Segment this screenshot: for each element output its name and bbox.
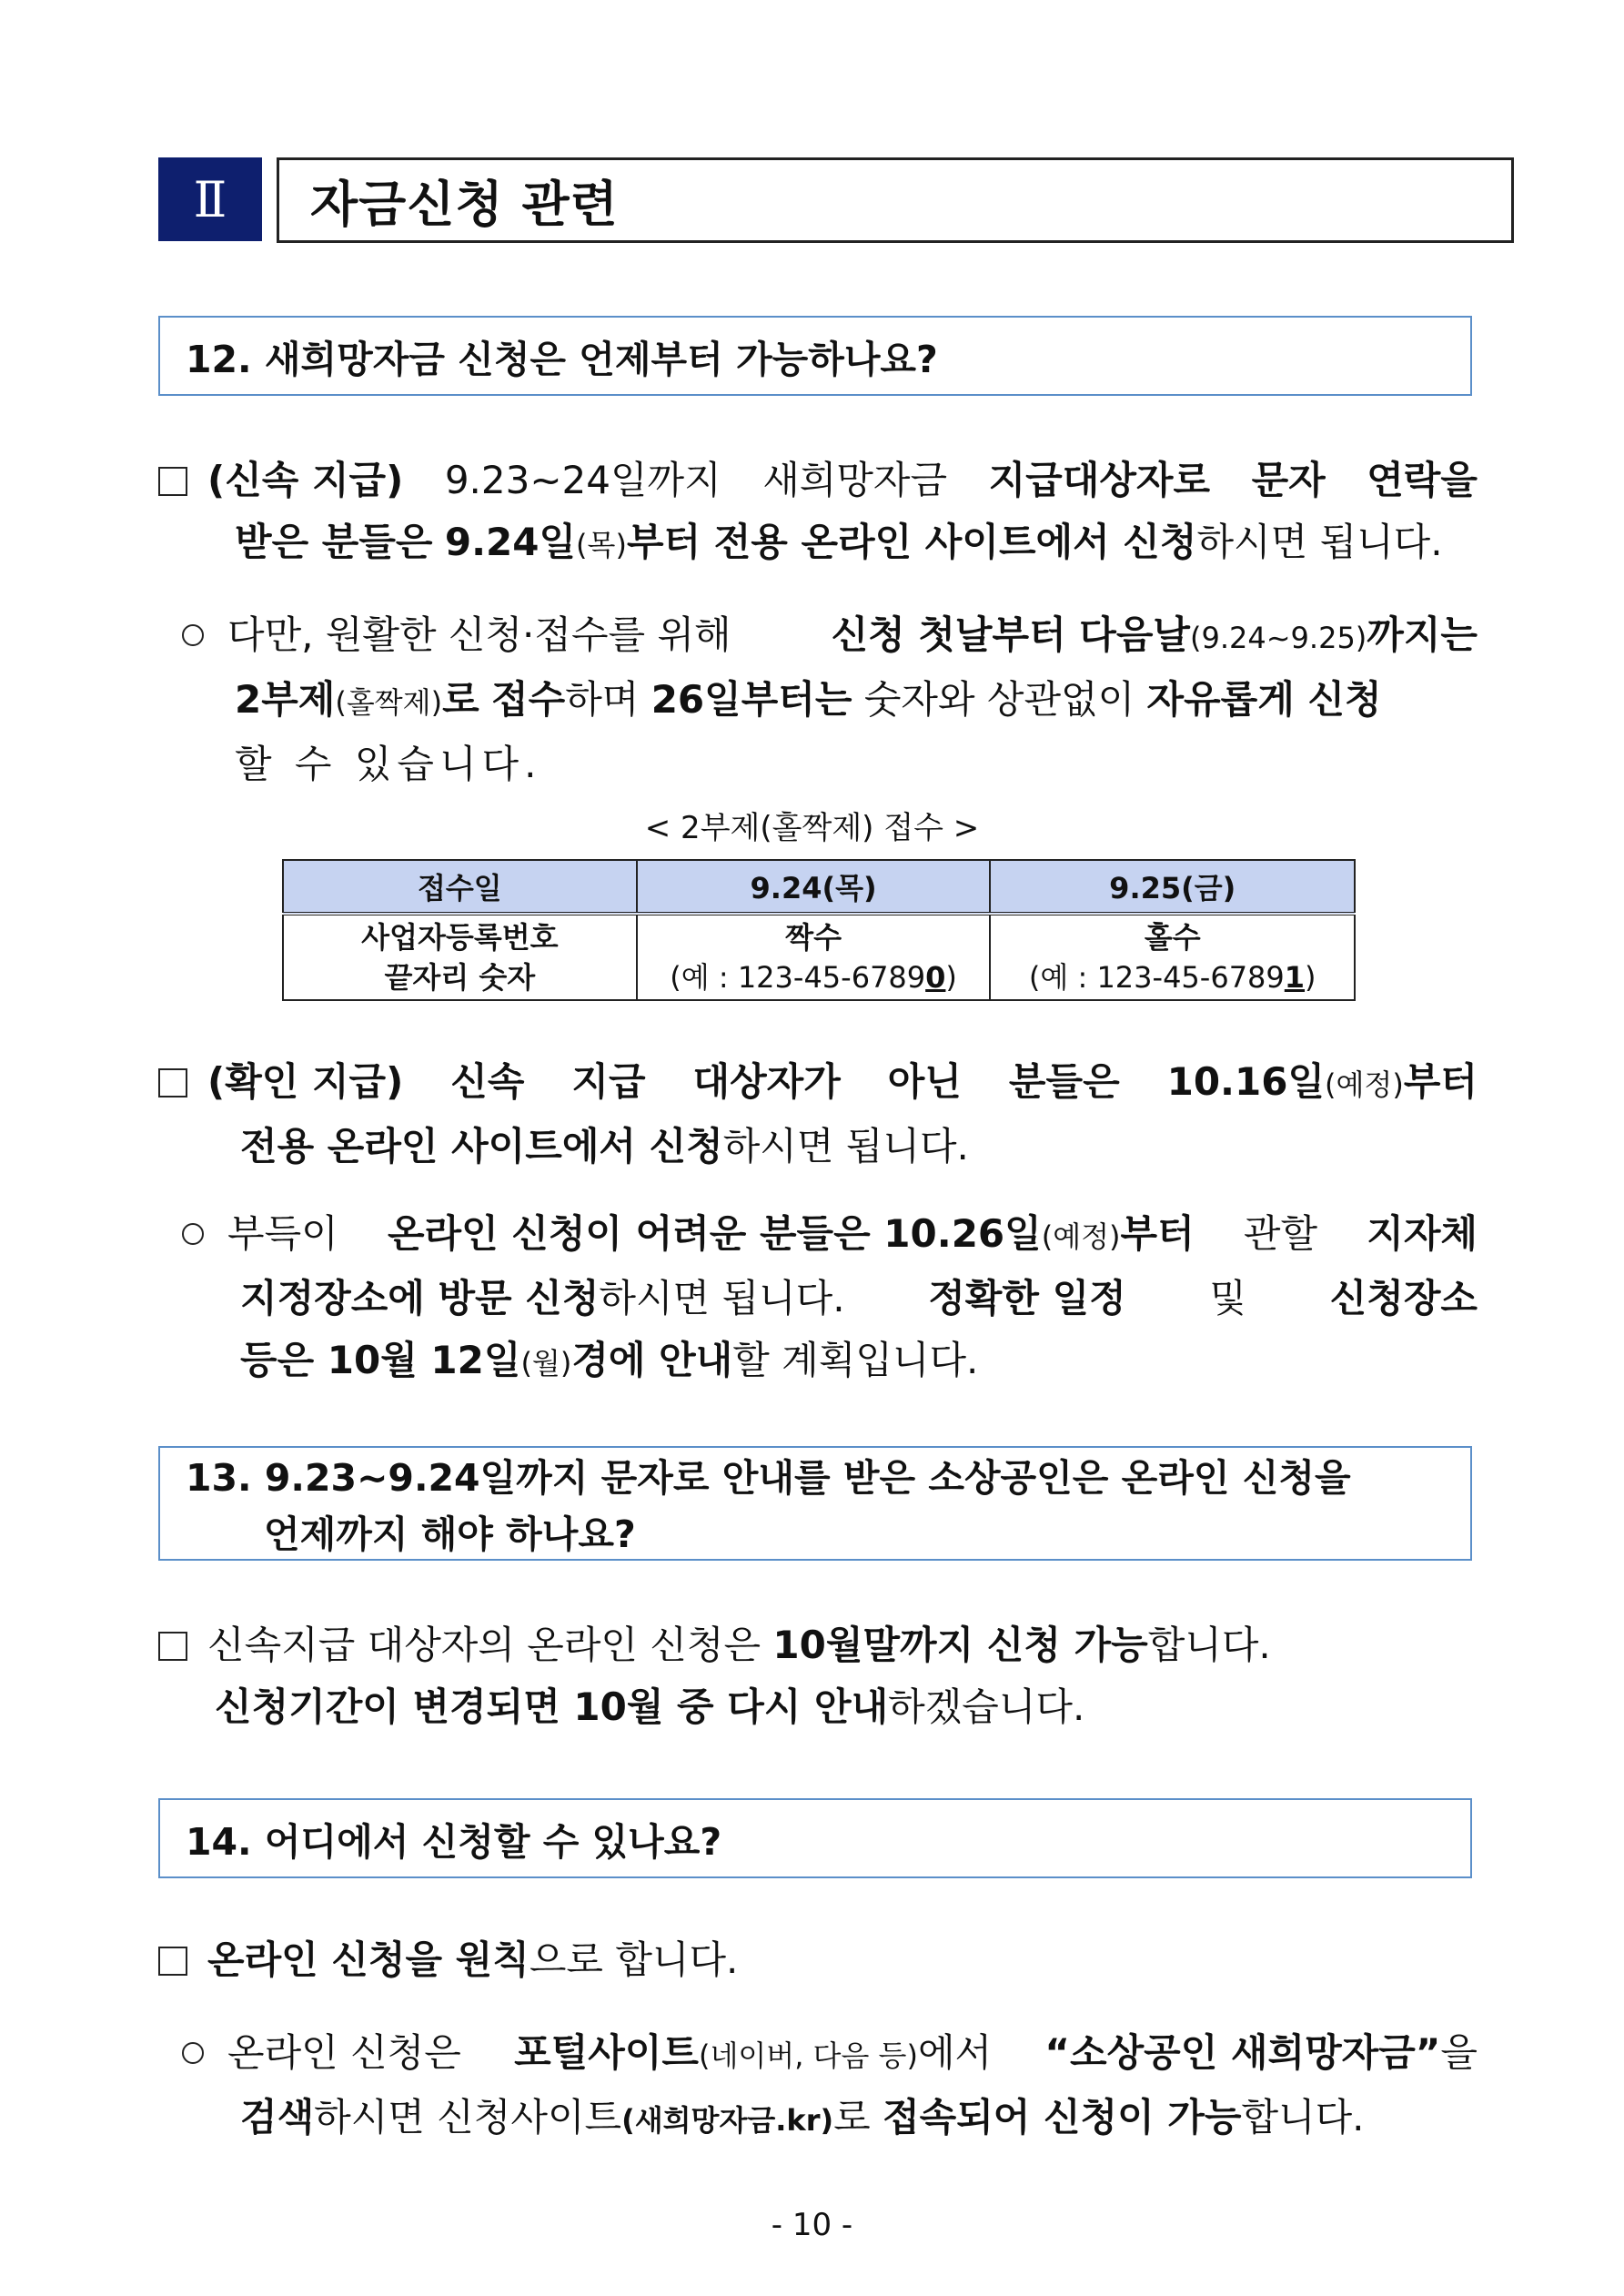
page-number: - 10 - <box>771 2207 853 2243</box>
table-cell: 홀수 (예 : 123-45-67891) <box>990 914 1355 1000</box>
q12-p1-line-2: 받은 분들은 9.24일(목)부터 전용 온라인 사이트에서 신청하시면 됩니다. <box>235 520 1443 564</box>
circle-bullet-icon <box>182 1223 204 1245</box>
q12-paragraph-4 <box>158 1203 1478 1394</box>
q12-p2-line-1: 다만, 원활한 신청·접수를 위해 신청 첫날부터 다음날(9.24~9.25)까지는 <box>158 604 1478 669</box>
circle-bullet-icon <box>182 624 204 646</box>
q13-paragraph-1 <box>158 1614 1478 1738</box>
q12-p4-line-3: 등은 10월 12일(월)경에 안내할 계획입니다. <box>240 1338 979 1382</box>
q14-p2-line-1: 온라인 신청은 포털사이트(네이버, 다음 등)에서 “소상공인 새희망자금”을 <box>158 2022 1478 2087</box>
table-header: 9.24(목) <box>637 860 991 914</box>
table-caption: < 2부제(홀짝제) 접수 > <box>644 810 980 846</box>
section-title: 자금신청 관련 <box>277 157 1514 243</box>
q13-p1-line-1: 신속지급 대상자의 온라인 신청은 10월말까지 신청 가능합니다. <box>158 1614 1478 1676</box>
q12-paragraph-2 <box>158 604 1478 795</box>
q12-p2-line-2: 2부제(홀짝제)로 접수하며 26일부터는 숫자와 상관없이 자유롭게 신청 <box>235 677 1382 722</box>
question-12-title: 12. 새희망자금 신청은 언제부터 가능하나요? <box>186 337 938 381</box>
q12-p2-line-3: 할 수 있습니다. <box>235 742 542 786</box>
q12-p1-line-1: (신속 지급) 9.23~24일까지 새희망자금 지급대상자로 문자 연락을 <box>158 450 1478 511</box>
q12-paragraph-3 <box>158 1051 1478 1178</box>
square-bullet-icon <box>158 467 187 496</box>
table-header: 접수일 <box>283 860 637 914</box>
q12-p4-line-1: 부득이 온라인 신청이 어려운 분들은 10.26일(예정)부터 관할 지자체 <box>158 1203 1478 1268</box>
table-cell: 사업자등록번호 끝자리 숫자 <box>283 914 637 1000</box>
q14-paragraph-2 <box>158 2022 1478 2151</box>
q12-paragraph-1 <box>158 450 1478 576</box>
q13-p1-line-2: 신청기간이 변경되면 10월 중 다시 안내하겠습니다. <box>215 1684 1085 1729</box>
q14-paragraph-1: 온라인 신청을 원칙으로 합니다. <box>158 1929 1478 1991</box>
q12-p3-line-2: 전용 온라인 사이트에서 신청하시면 됩니다. <box>240 1124 969 1168</box>
table-header: 9.25(금) <box>990 860 1355 914</box>
square-bullet-icon <box>158 1632 187 1661</box>
receipt-schedule-table <box>282 859 1356 1001</box>
section-number: Ⅱ <box>158 157 262 241</box>
question-13-title-line-1: 13. 9.23~9.24일까지 문자로 안내를 받은 소상공인은 온라인 신청을 <box>186 1456 1351 1500</box>
q12-p4-line-2: 지정장소에 방문 신청하시면 됩니다. 정확한 일정 및 신청장소 <box>240 1276 1478 1320</box>
question-13-title-line-2: 언제까지 해야 하나요? <box>264 1512 636 1556</box>
circle-bullet-icon <box>182 2042 204 2064</box>
question-14-title: 14. 어디에서 신청할 수 있나요? <box>186 1819 722 1864</box>
question-13-box <box>158 1446 1472 1561</box>
table-cell: 짝수 (예 : 123-45-67890) <box>637 914 991 1000</box>
square-bullet-icon <box>158 1068 187 1097</box>
q14-p2-line-2: 검색하시면 신청사이트(새희망자금.kr)로 접속되어 신청이 가능합니다. <box>240 2095 1365 2139</box>
q12-p3-line-1: (확인 지급) 신속 지급 대상자가 아닌 분들은 10.16일(예정)부터 <box>158 1051 1478 1116</box>
question-12-box <box>158 316 1472 396</box>
question-14-box <box>158 1798 1472 1878</box>
table-row <box>283 914 1355 1000</box>
square-bullet-icon <box>158 1947 187 1976</box>
